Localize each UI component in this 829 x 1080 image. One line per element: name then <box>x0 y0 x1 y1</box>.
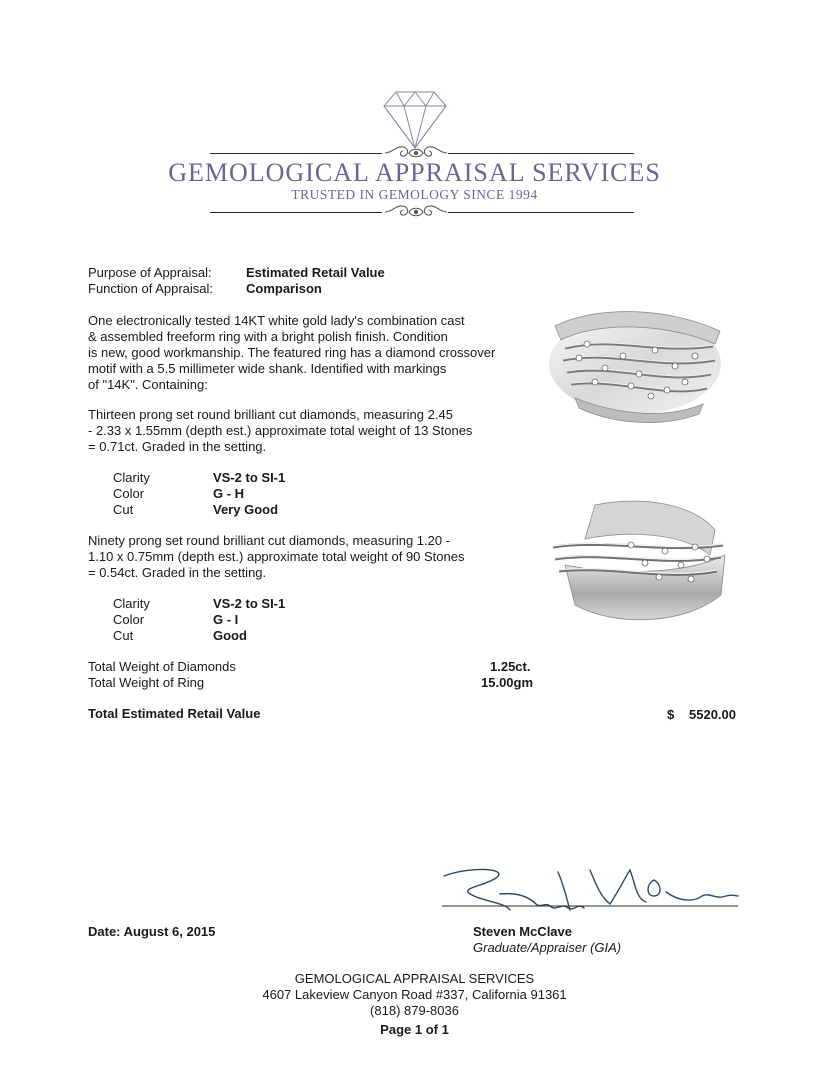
appraiser-title: Graduate/Appraiser (GIA) <box>473 940 622 955</box>
description-line: of "14K". Containing: <box>88 377 208 392</box>
purpose-value: Estimated Retail Value <box>246 265 385 280</box>
footer-phone: (818) 879-8036 <box>370 1003 459 1018</box>
stone-group-2-line: 1.10 x 0.75mm (depth est.) approximate total weight of 90 Stones <box>88 549 465 564</box>
color-value: G - H <box>213 486 245 501</box>
description-line: motif with a 5.5 millimeter wide shank. Identified with markings <box>88 361 447 376</box>
total-ring-weight-value: 15.00gm <box>481 675 534 690</box>
footer-company: GEMOLOGICAL APPRAISAL SERVICES <box>294 971 535 986</box>
letterhead-rule-top-left <box>210 153 382 154</box>
clarity-label: Clarity <box>113 470 150 485</box>
clarity-value: VS-2 to SI-1 <box>213 470 286 485</box>
clarity-value: VS-2 to SI-1 <box>213 596 286 611</box>
total-diamond-weight-label: Total Weight of Diamonds <box>88 659 236 674</box>
total-ring-weight-label: Total Weight of Ring <box>88 675 205 690</box>
clarity-label: Clarity <box>113 596 150 611</box>
function-value: Comparison <box>246 281 322 296</box>
cut-value: Good <box>213 628 247 643</box>
cut-label: Cut <box>113 628 134 643</box>
appraiser-signature <box>440 862 740 929</box>
stone-group-1-line: Thirteen prong set round brilliant cut diamonds, measuring 2.45 <box>88 407 453 422</box>
ring-photo-top <box>535 286 735 451</box>
color-label: Color <box>113 486 145 501</box>
stone-group-1-line: = 0.71ct. Graded in the setting. <box>88 439 267 454</box>
color-value: G - I <box>213 612 239 627</box>
stone-group-2-line: Ninety prong set round brilliant cut diamonds, measuring 1.20 - <box>88 533 451 548</box>
retail-value-label: Total Estimated Retail Value <box>88 706 261 721</box>
purpose-label: Purpose of Appraisal: <box>88 265 212 280</box>
page-number: Page 1 of 1 <box>380 1022 449 1037</box>
function-label: Function of Appraisal: <box>88 281 214 296</box>
cut-value: Very Good <box>213 502 279 517</box>
letterhead-rule-bottom-right <box>448 212 634 213</box>
company-tagline: TRUSTED IN GEMOLOGY SINCE 1994 <box>291 187 538 202</box>
description-line: One electronically tested 14KT white gold lady's combination cast <box>88 313 465 328</box>
company-name: GEMOLOGICAL APPRAISAL SERVICES <box>168 158 661 187</box>
cut-label: Cut <box>113 502 134 517</box>
description-line: & assembled freeform ring with a bright polish finish. Condition <box>88 329 448 344</box>
total-diamond-weight-value: 1.25ct. <box>490 659 531 674</box>
appraisal-date: Date: August 6, 2015 <box>88 924 216 939</box>
retail-value: 5520.00 <box>689 707 736 722</box>
scroll-ornament-icon <box>383 202 449 227</box>
appraiser-name: Steven McClave <box>473 924 572 939</box>
color-label: Color <box>113 612 145 627</box>
stone-group-1-line: - 2.33 x 1.55mm (depth est.) approximate total weight of 13 Stones <box>88 423 473 438</box>
footer-address: 4607 Lakeview Canyon Road #337, California 91361 <box>262 987 567 1002</box>
stone-group-2-line: = 0.54ct. Graded in the setting. <box>88 565 267 580</box>
letterhead-rule-bottom-left <box>210 212 382 213</box>
letterhead-rule-top-right <box>448 153 634 154</box>
description-line: is new, good workmanship. The featured ring has a diamond crossover <box>88 345 496 360</box>
currency-symbol: $ <box>667 707 675 722</box>
ring-photo-bottom <box>535 495 735 650</box>
